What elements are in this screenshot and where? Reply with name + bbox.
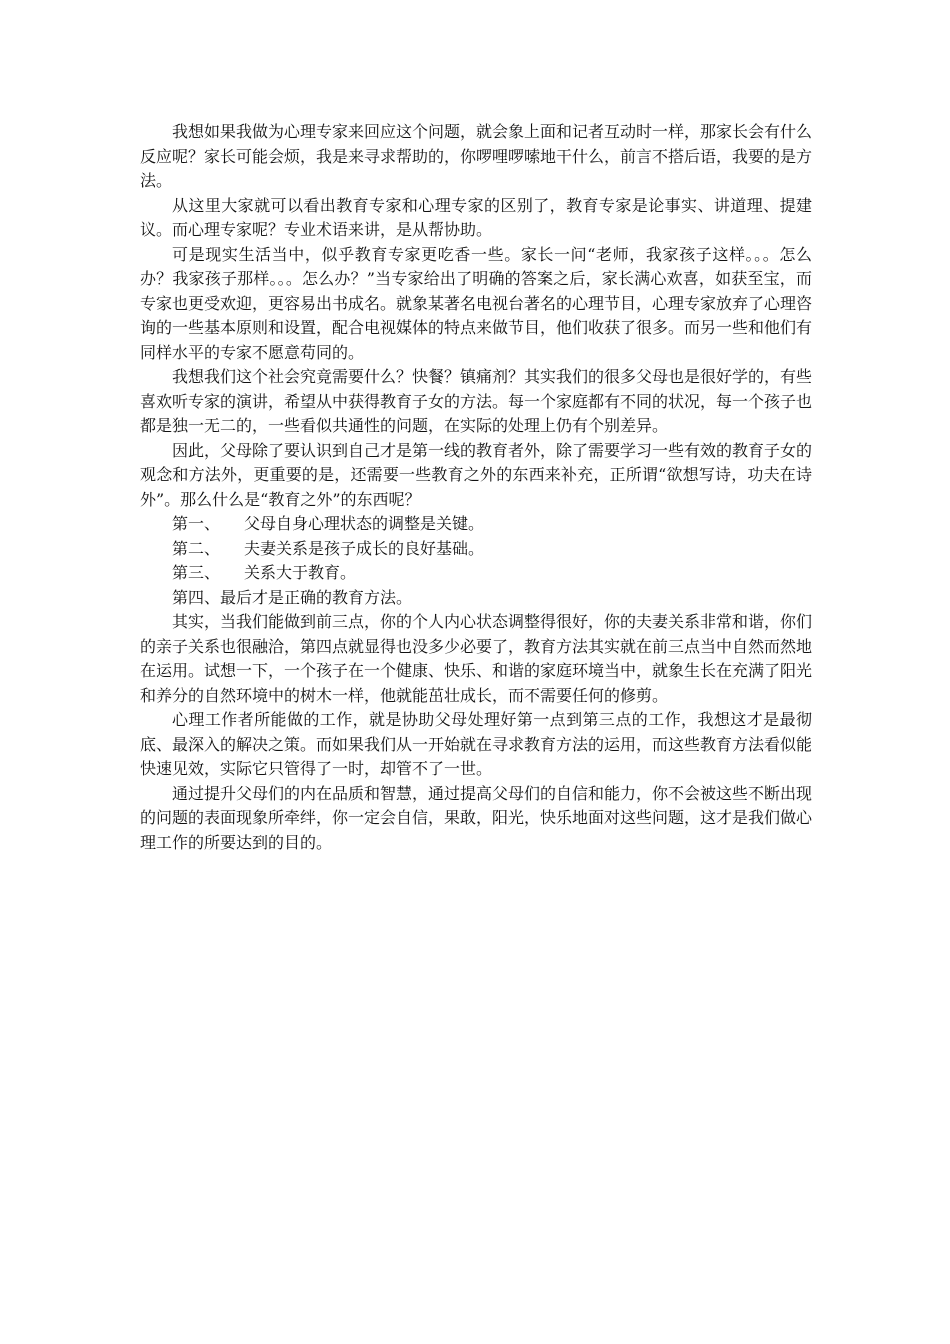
- point-1: 第一、 父母自身心理状态的调整是关键。: [172, 514, 485, 533]
- paragraph-4: 我想我们这个社会究竟需要什么？快餐？镇痛剂？其实我们的很多父母也是很好学的，有些喜欢听专家的演讲，希望从中获得教育子女的方法。每一个家庭都有不同的状况，每一个孩子也都是独一无二的，一些看似共通性的问题，在实际的处理上仍有个别差异。: [140, 367, 813, 435]
- paragraph-1: 我想如果我做为心理专家来回应这个问题，就会象上面和记者互动时一样，那家长会有什么反应呢？家长可能会烦，我是来寻求帮助的，你啰哩啰嗦地干什么，前言不搭后语，我要的是方法。: [140, 122, 813, 190]
- paragraph-8: 通过提升父母们的内在品质和智慧，通过提高父母们的自信和能力，你不会被这些不断出现的问题的表面现象所牵绊，你一定会自信，果敢，阳光，快乐地面对这些问题，这才是我们做心理工作的所要达到的目的。: [140, 783, 813, 852]
- point-2: 第二、 夫妻关系是孩子成长的良好基础。: [172, 538, 485, 558]
- point-3: 第三、 关系大于教育。: [172, 563, 357, 582]
- paragraph-2: 从这里大家就可以看出教育专家和心理专家的区别了，教育专家是论事实、讲道理、提建议。而心理专家呢？专业术语来讲，是从帮协助。: [140, 195, 812, 239]
- paragraph-6: 其实，当我们能做到前三点，你的个人内心状态调整得很好，你的夫妻关系非常和谐，你们的亲子关系也很融洽，第四点就显得也没多少必要了，教育方法其实就在前三点当中自然而然地在运用。试想一下，一个孩子在一个健康、快乐、和谐的家庭环境当中，就象生长在充满了阳光和养分的自然环境中的树木一样，他就能茁壮成长，而不需要任何的修剪。: [140, 612, 813, 705]
- paragraph-3: 可是现实生活当中，似乎教育专家更吃香一些。家长一问“老师，我家孩子这样。。。怎么办？我家孩子那样。。。怎么办？”当专家给出了明确的答案之后，家长满心欢喜，如获至宝，而专家也更受欢迎，更容易出书成名。就象某著名电视台著名的心理节目，心理专家放弃了心理咨询的一些基本原则和设置，配合电视媒体的特点来做节目，他们收获了很多。而另一些和他们有同样水平的专家不愿意苟同的。: [140, 244, 813, 362]
- paragraph-7: 心理工作者所能做的工作，就是协助父母处理好第一点到第三点的工作，我想这才是最彻底、最深入的解决之策。而如果我们从一开始就在寻求教育方法的运用，而这些教育方法看似能快速见效，实际它只管得了一时，却管不了一世。: [140, 710, 813, 778]
- paragraph-5: 因此，父母除了要认识到自己才是第一线的教育者外，除了需要学习一些有效的教育子女的观念和方法外，更重要的是，还需要一些教育之外的东西来补充，正所谓“欲想写诗，功夫在诗外”。那么什么是“教育之外”的东西呢？: [140, 440, 813, 509]
- document-body: [140, 120, 812, 855]
- point-4: 第四、最后才是正确的教育方法。: [172, 587, 413, 607]
